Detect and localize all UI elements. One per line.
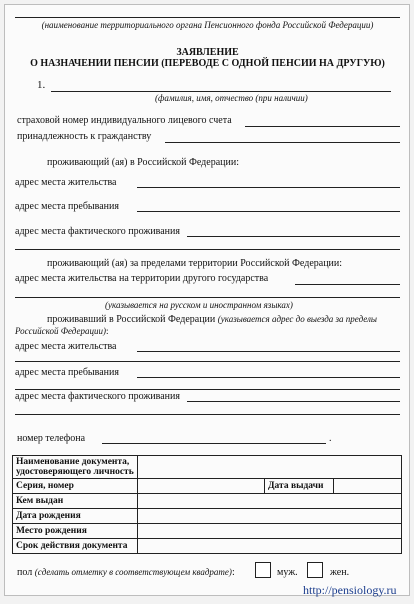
former-address-residence-label: адрес места жительства bbox=[15, 341, 117, 352]
issue-date-label: Дата выдачи bbox=[265, 479, 334, 494]
rf-address-actual-field-2[interactable] bbox=[15, 249, 400, 250]
language-caption: (указывается на русском и иностранном языках) bbox=[105, 300, 293, 310]
former-rf-note-2-row bbox=[15, 326, 108, 336]
phone-field[interactable] bbox=[102, 443, 326, 444]
birth-date-label: Дата рождения bbox=[13, 509, 138, 524]
table-row bbox=[13, 539, 402, 554]
birth-place-label: Место рождения bbox=[13, 524, 138, 539]
rf-address-residence-field[interactable] bbox=[137, 187, 400, 188]
table-row bbox=[13, 524, 402, 539]
birth-place-cell[interactable] bbox=[138, 524, 402, 539]
female-checkbox[interactable] bbox=[307, 562, 323, 578]
form-title: ЗАЯВЛЕНИЕ bbox=[176, 47, 239, 58]
series-number-cell[interactable] bbox=[138, 479, 265, 494]
gender-colon: : bbox=[231, 567, 235, 578]
organ-name-line[interactable] bbox=[15, 17, 400, 18]
rf-address-stay-field[interactable] bbox=[137, 211, 400, 212]
male-label: муж. bbox=[277, 567, 298, 578]
phone-end-period: . bbox=[329, 433, 332, 444]
full-name-line[interactable] bbox=[51, 91, 391, 92]
table-row bbox=[13, 479, 402, 494]
rf-residence-heading: проживающий (ая) в Российской Федерации: bbox=[47, 157, 239, 168]
birth-date-cell[interactable] bbox=[138, 509, 402, 524]
issue-date-cell[interactable] bbox=[334, 479, 402, 494]
snils-label: страховой номер индивидуального лицевого счета bbox=[17, 115, 232, 126]
issued-by-cell[interactable] bbox=[138, 494, 402, 509]
gender-note: (сделать отметку в соответствующем квадрате) bbox=[34, 567, 232, 577]
document-name-label: Наименование документа, удостоверяющего личность bbox=[13, 456, 138, 479]
former-rf-heading bbox=[47, 314, 377, 325]
watermark-link[interactable]: http://pensiology.ru bbox=[303, 583, 397, 597]
document-name-cell[interactable] bbox=[138, 456, 402, 479]
validity-cell[interactable] bbox=[138, 539, 402, 554]
table-row bbox=[13, 456, 402, 479]
former-rf-note: (указывается адрес до выезда за пределы bbox=[217, 314, 378, 324]
former-address-actual-field-2[interactable] bbox=[15, 414, 400, 415]
phone-label: номер телефона bbox=[17, 433, 86, 444]
rf-address-residence-label: адрес места жительства bbox=[15, 177, 117, 188]
item-number: 1. bbox=[37, 79, 46, 91]
snils-field[interactable] bbox=[245, 126, 400, 127]
name-caption: (фамилия, имя, отчество (при наличии) bbox=[155, 93, 308, 103]
table-row bbox=[13, 494, 402, 509]
identity-document-table bbox=[12, 455, 402, 554]
abroad-address-label: адрес места жительства на территории другого государства bbox=[15, 273, 269, 284]
rf-address-stay-label: адрес места пребывания bbox=[15, 201, 119, 212]
form-subtitle: О НАЗНАЧЕНИИ ПЕНСИИ (ПЕРЕВОДЕ С ОДНОЙ ПЕНСИИ НА ДРУГУЮ) bbox=[30, 58, 385, 69]
former-address-actual-field[interactable] bbox=[187, 401, 400, 402]
gender-row bbox=[17, 567, 235, 578]
series-number-label: Серия, номер bbox=[13, 479, 138, 494]
former-rf-note-2: Российской Федерации) bbox=[15, 326, 106, 336]
issued-by-label: Кем выдан bbox=[13, 494, 138, 509]
citizenship-field[interactable] bbox=[165, 142, 400, 143]
table-row bbox=[13, 509, 402, 524]
abroad-address-field[interactable] bbox=[295, 284, 400, 285]
rf-address-actual-label: адрес места фактического проживания bbox=[15, 226, 180, 237]
former-address-residence-field-2[interactable] bbox=[15, 361, 400, 362]
male-checkbox[interactable] bbox=[255, 562, 271, 578]
validity-label: Срок действия документа bbox=[13, 539, 138, 554]
former-rf-heading-text: проживавший в Российской Федерации bbox=[47, 314, 216, 325]
citizenship-label: принадлежность к гражданству bbox=[17, 131, 152, 142]
former-address-stay-field-2[interactable] bbox=[15, 389, 400, 390]
former-rf-colon: : bbox=[105, 326, 109, 336]
female-label: жен. bbox=[330, 567, 350, 578]
abroad-heading: проживающий (ая) за пределами территории Российской Федерации: bbox=[47, 258, 343, 269]
former-address-actual-label: адрес места фактического проживания bbox=[15, 391, 180, 402]
former-address-residence-field[interactable] bbox=[137, 351, 400, 352]
former-address-stay-field[interactable] bbox=[137, 377, 400, 378]
pension-application-form bbox=[4, 4, 410, 596]
abroad-address-field-2[interactable] bbox=[15, 297, 400, 298]
organ-caption: (наименование территориального органа Пенсионного фонда Российской Федерации) bbox=[41, 20, 374, 30]
gender-label: пол bbox=[17, 567, 33, 578]
rf-address-actual-field[interactable] bbox=[187, 236, 400, 237]
former-address-stay-label: адрес места пребывания bbox=[15, 367, 119, 378]
